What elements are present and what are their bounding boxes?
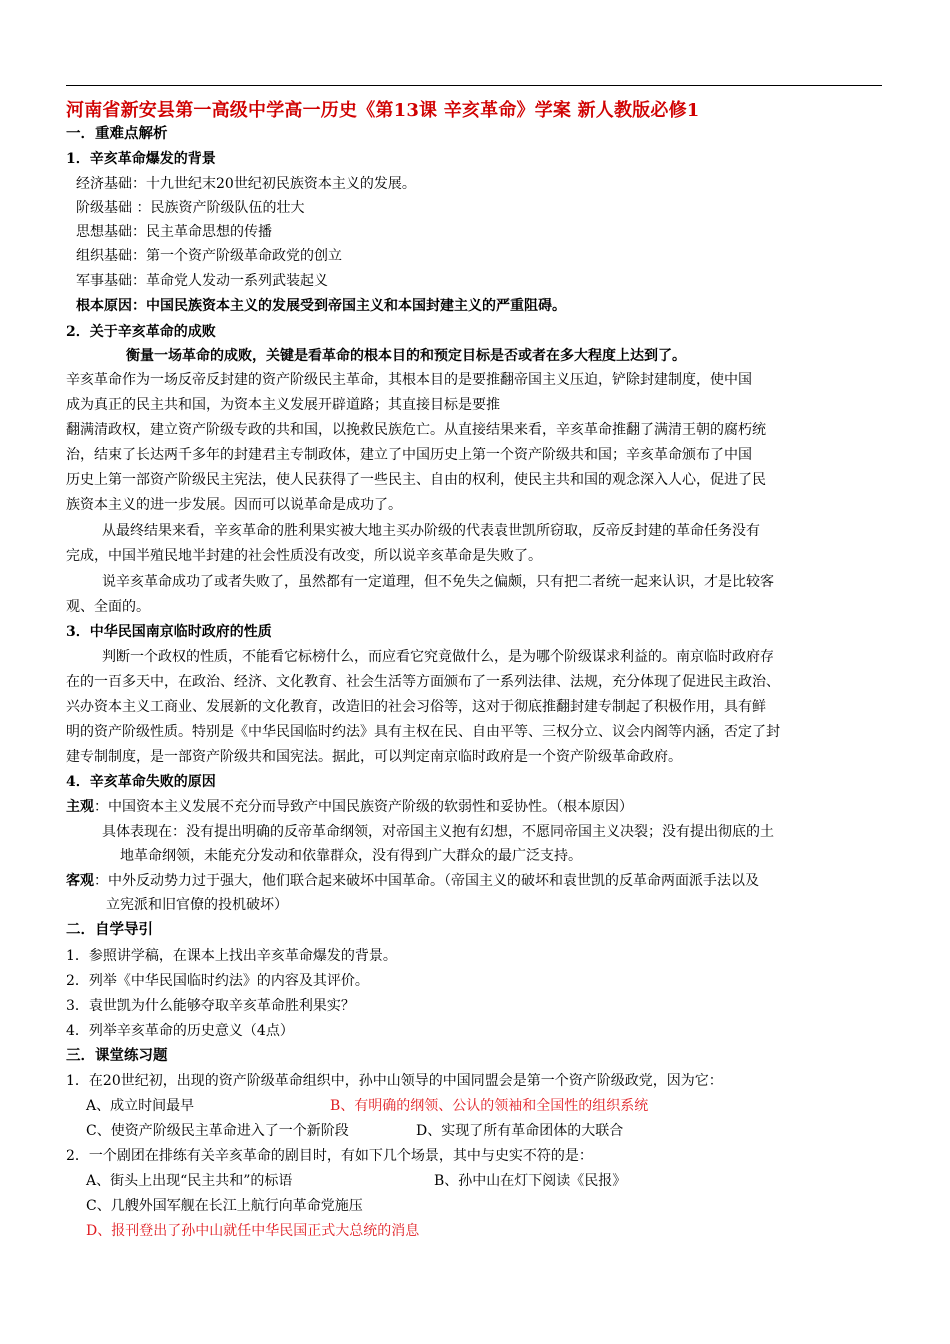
- q2-option-a: A、街头上出现“民主共和”的标语: [86, 1173, 293, 1189]
- paragraph-line: 观、全面的。: [66, 599, 150, 615]
- q2-option-b: B、孙中山在灯下阅读《民报》: [434, 1173, 627, 1189]
- question-1: 1．在20世纪初，出现的资产阶级革命组织中，孙中山领导的中国同盟会是第一个资产阶级政党，因为它：: [66, 1073, 723, 1089]
- q1-option-a: A、成立时间最早: [86, 1098, 195, 1114]
- paragraph-line: 完成，中国半殖民地半封建的社会性质没有改变，所以说辛亥革命是失败了。: [66, 548, 542, 564]
- question-2: 2．一个剧团在排练有关辛亥革命的剧目时，有如下几个场景，其中与史实不符的是：: [66, 1148, 593, 1164]
- objective-line: 立宪派和旧官僚的投机破坏）: [106, 897, 288, 913]
- subheading-1: 1．辛亥革命爆发的背景: [66, 151, 216, 167]
- guide-item: 2．列举《中华民国临时约法》的内容及其评价。: [66, 973, 369, 989]
- guide-item: 3．袁世凯为什么能够夺取辛亥革命胜利果实？: [66, 998, 355, 1014]
- paragraph-line: 说辛亥革命成功了或者失败了，虽然都有一定道理，但不免失之偏颇，只有把二者统一起来认识，才是比较客: [102, 574, 774, 590]
- q1-option-d: D、实现了所有革命团体的大联合: [416, 1123, 624, 1139]
- paragraph-line: 在的一百多天中，在政治、经济、文化教育、社会生活等方面颁布了一系列法律、法规，充分体现了促进民主政治、: [66, 674, 780, 690]
- section-2-heading: 二．自学导引: [66, 921, 153, 938]
- detail-line: 地革命纲领，未能充分发动和依靠群众，没有得到广大群众的最广泛支持。: [120, 848, 582, 864]
- objective-label: 客观: [66, 873, 94, 889]
- paragraph-line: 明的资产阶级性质。特别是《中华民国临时约法》具有主权在民、自由平等、三权分立、议会内阁等内涵，否定了封: [66, 724, 780, 740]
- section-3-heading: 三．课堂练习题: [66, 1047, 168, 1064]
- background-line: 军事基础：革命党人发动一系列武装起义: [76, 273, 328, 289]
- guide-item: 1．参照讲学稿，在课本上找出辛亥革命爆发的背景。: [66, 948, 397, 964]
- document-title: 河南省新安县第一高级中学高一历史《第13课 辛亥革命》学案 新人教版必修1: [66, 100, 700, 121]
- q1-option-c: C、使资产阶级民主革命进入了一个新阶段: [86, 1123, 349, 1139]
- background-line: 经济基础：十九世纪末20世纪初民族资本主义的发展。: [76, 176, 416, 192]
- background-line: 阶级基础 ：民族资产阶级队伍的壮大: [76, 200, 305, 216]
- q1-option-b: B、有明确的纲领、公认的领袖和全国性的组织系统: [330, 1098, 649, 1114]
- paragraph-line: 翻满清政权，建立资产阶级专政的共和国，以挽救民族危亡。从直接结果来看，辛亥革命推翻了满清王朝的腐朽统: [66, 422, 766, 438]
- subjective-text: ：中国资本主义发展不充分而导致产中国民族资产阶级的软弱性和妥协性。（根本原因）: [94, 799, 633, 815]
- paragraph-line: 辛亥革命作为一场反帝反封建的资产阶级民主革命，其根本目的是要推翻帝国主义压迫，铲除封建制度，使中国: [66, 372, 752, 388]
- top-rule: [66, 85, 882, 86]
- background-line: 思想基础：民主革命思想的传播: [76, 224, 272, 240]
- subjective-label: 主观: [66, 799, 94, 815]
- paragraph-line: 兴办资本主义工商业、发展新的文化教育，改造旧的社会习俗等，这对于彻底推翻封建专制起了积极作用，具有鲜: [66, 699, 766, 715]
- measure-statement: 衡量一场革命的成败，关键是看革命的根本目的和预定目标是否或者在多大程度上达到了。: [126, 348, 686, 364]
- q2-option-c: C、几艘外国军舰在长江上航行向革命党施压: [86, 1198, 363, 1214]
- paragraph-line: 从最终结果来看，辛亥革命的胜利果实被大地主买办阶级的代表袁世凯所窃取，反帝反封建的革命任务没有: [102, 523, 760, 539]
- paragraph-line: 治，结束了长达两千多年的封建君主专制政体，建立了中国历史上第一个资产阶级共和国；辛亥革命颁布了中国: [66, 447, 752, 463]
- objective-cause: [66, 871, 759, 891]
- paragraph-line: 判断一个政权的性质，不能看它标榜什么，而应看它究竟做什么，是为哪个阶级谋求利益的。南京临时政府存: [102, 649, 774, 665]
- subheading-3: 3．中华民国南京临时政府的性质: [66, 624, 272, 640]
- subheading-4: 4．辛亥革命失败的原因: [66, 774, 216, 790]
- q2-option-d: D、报刊登出了孙中山就任中华民国正式大总统的消息: [86, 1223, 420, 1239]
- root-cause: 根本原因：中国民族资本主义的发展受到帝国主义和本国封建主义的严重阻碍。: [76, 298, 566, 314]
- detail-line: 具体表现在：没有提出明确的反帝革命纲领，对帝国主义抱有幻想，不愿同帝国主义决裂；没有提出彻底的土: [102, 824, 774, 840]
- guide-item: 4．列举辛亥革命的历史意义（4点）: [66, 1023, 294, 1039]
- paragraph-line: 历史上第一部资产阶级民主宪法，使人民获得了一些民主、自由的权利，使民主共和国的观念深入人心，促进了民: [66, 472, 766, 488]
- paragraph-line: 族资本主义的进一步发展。因而可以说革命是成功了。: [66, 497, 402, 513]
- paragraph-line: 成为真正的民主共和国，为资本主义发展开辟道路；其直接目标是要推: [66, 397, 500, 413]
- subheading-2: 2．关于辛亥革命的成败: [66, 324, 216, 340]
- paragraph-line: 建专制制度，是一部资产阶级共和国宪法。据此，可以判定南京临时政府是一个资产阶级革命政府。: [66, 749, 682, 765]
- background-line: 组织基础：第一个资产阶级革命政党的创立: [76, 248, 342, 264]
- subjective-cause: [66, 797, 633, 817]
- objective-text: ：中外反动势力过于强大，他们联合起来破坏中国革命。（帝国主义的破坏和袁世凯的反革命两面派手法以及: [94, 873, 759, 889]
- section-1-heading: 一．重难点解析: [66, 125, 168, 142]
